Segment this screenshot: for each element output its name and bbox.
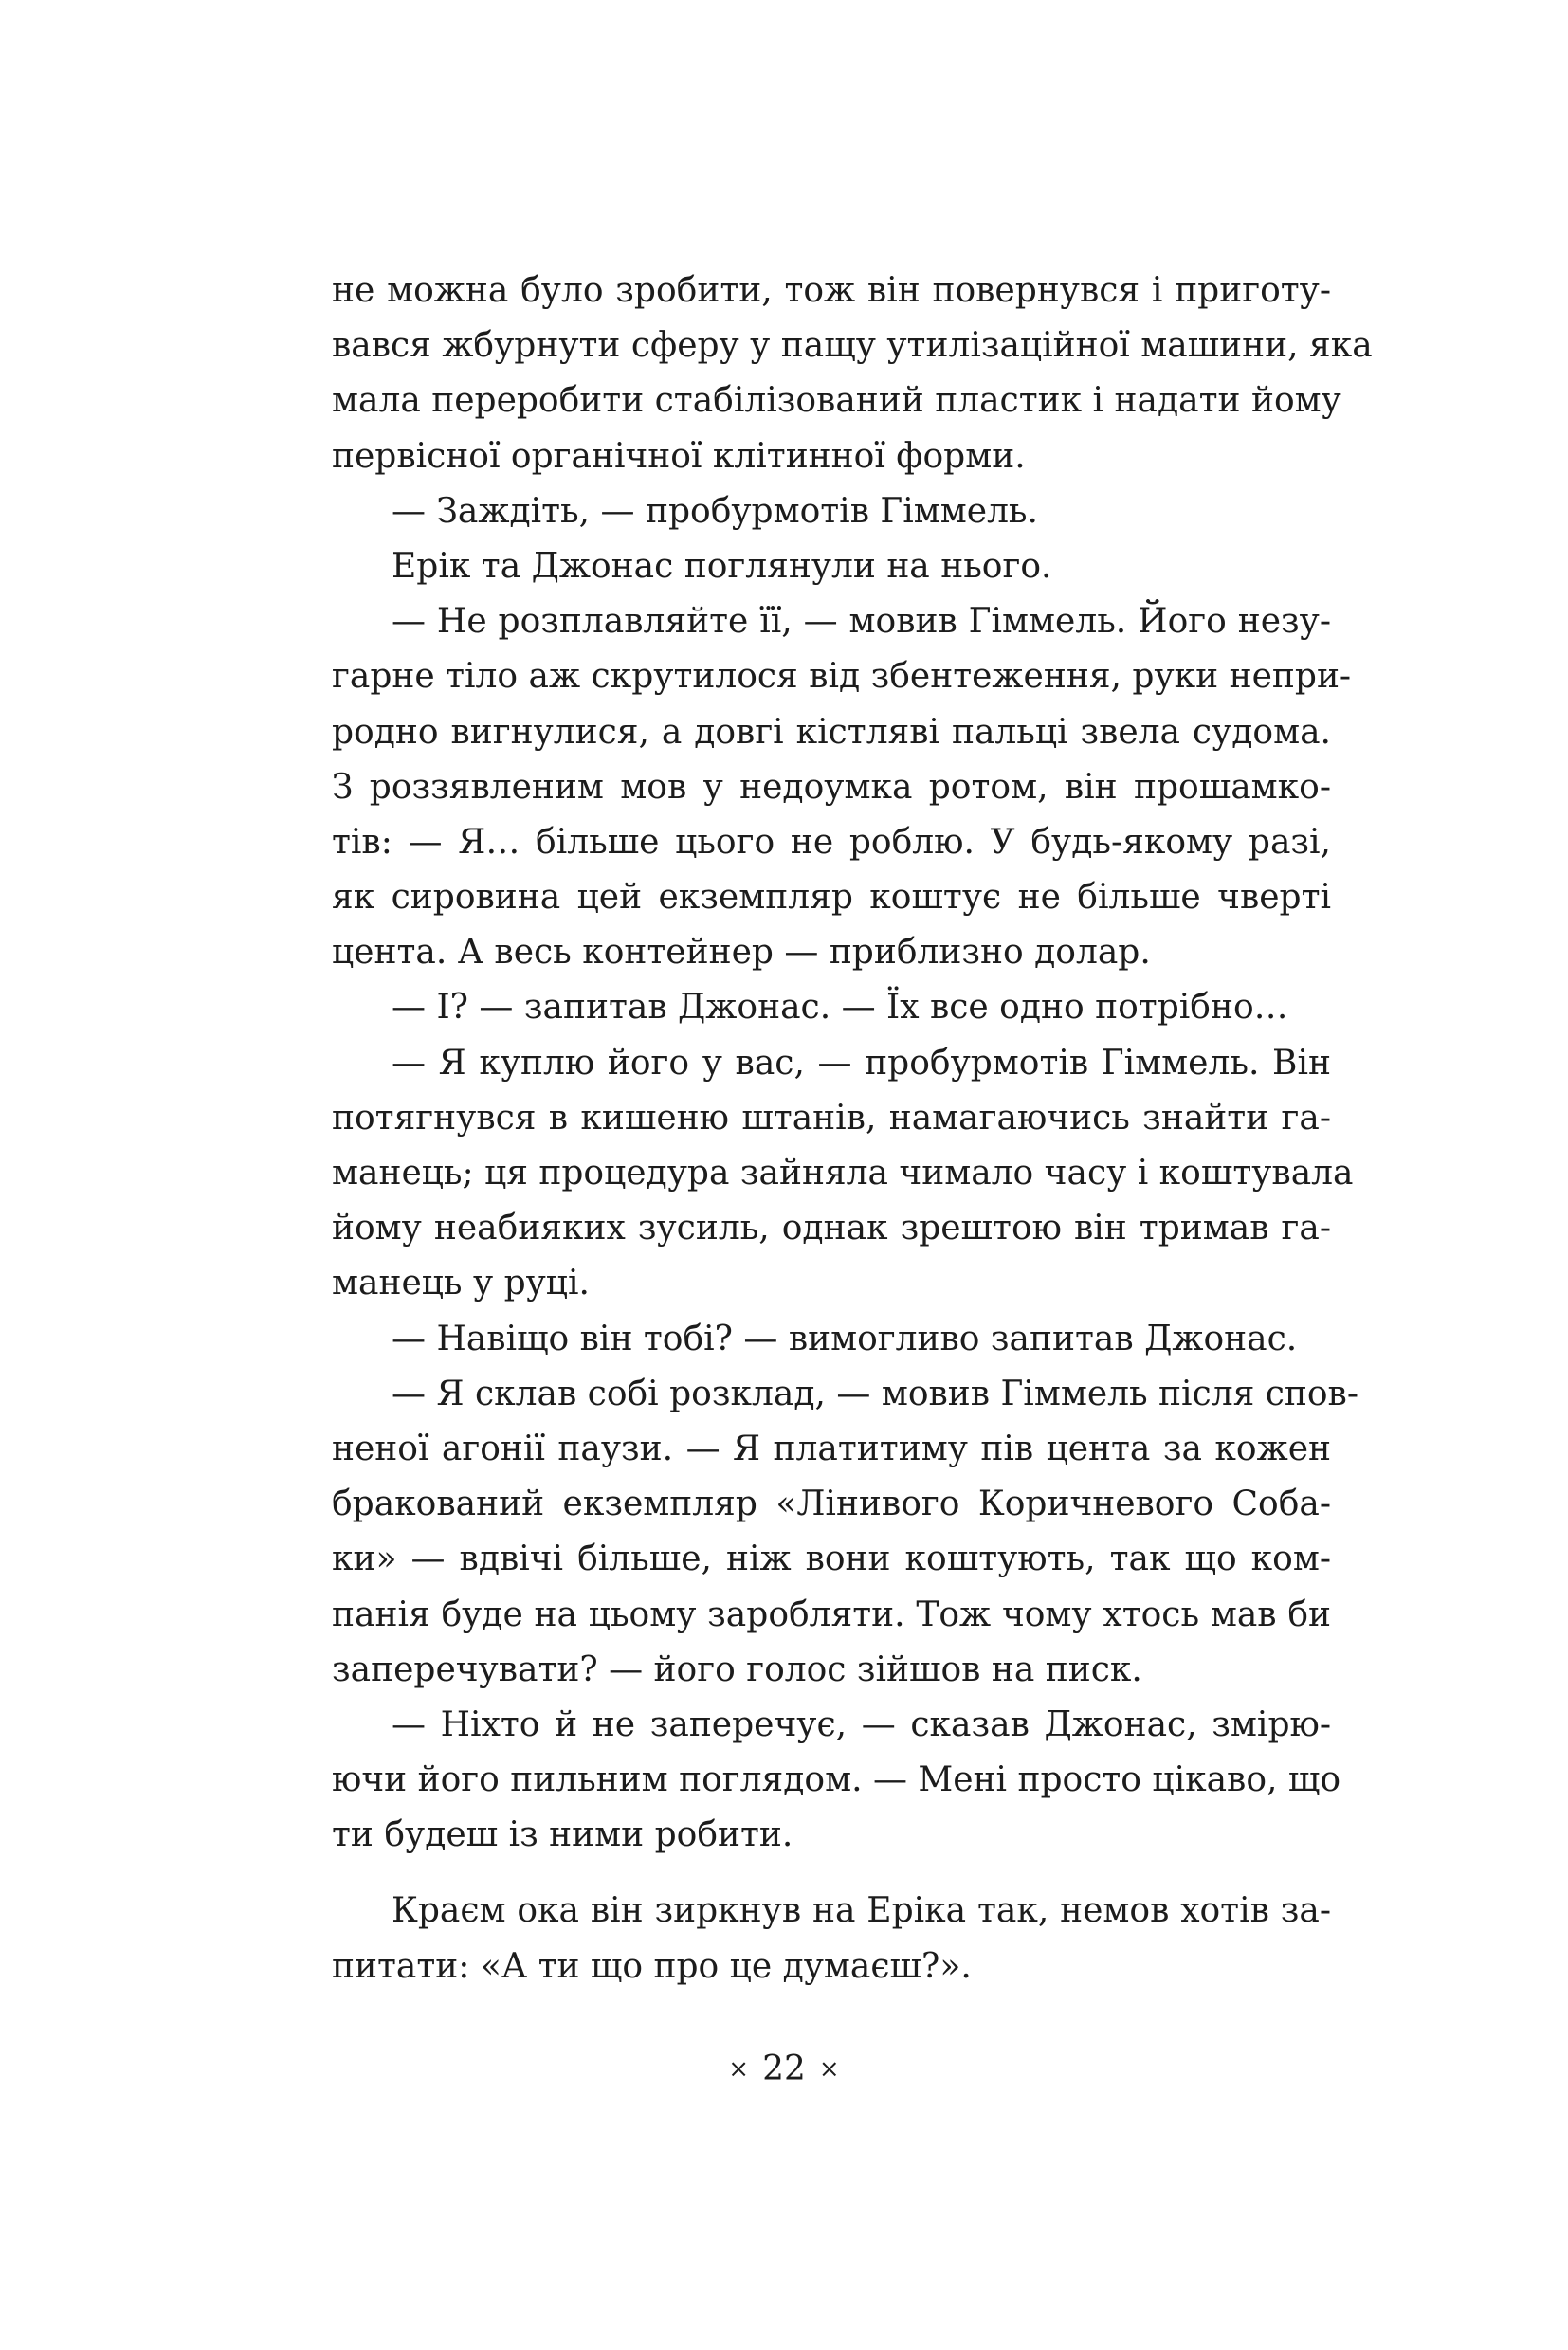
ornament-right-icon: × [818, 2055, 840, 2084]
page-number: 22 [762, 2049, 806, 2088]
ornament-left-icon: × [728, 2055, 750, 2084]
text-line: — Не розплавляйте її, — мовив Гіммель. Його незу- [392, 602, 1331, 642]
text-line: манець у руці. [332, 1264, 590, 1303]
body-text [332, 264, 1373, 1995]
text-line: мала переробити стабілізований пластик і надати йому [332, 381, 1341, 421]
text-line: йому неабияких зусиль, однак зрештою він тримав га- [332, 1209, 1331, 1248]
text-line: питати: «А ти що про це думаєш?». [332, 1946, 972, 1986]
text-line: — Я склав собі розклад, — мовив Гіммель після спов- [392, 1374, 1358, 1413]
text-line: вався жбурнути сферу у пащу утилізаційної машини, яка [332, 326, 1373, 366]
text-line: Краєм ока він зиркнув на Еріка так, немов хотів за- [392, 1891, 1331, 1931]
text-line: ти будеш із ними робити. [332, 1815, 793, 1855]
text-line: первісної органічної клітинної форми. [332, 436, 1026, 476]
paragraph-spacer [332, 1863, 1331, 1884]
page-footer [0, 2046, 1568, 2096]
text-line: тів: — Я… більше цього не роблю. У будь-якому разі, [332, 822, 1331, 862]
text-line: Ерік та Джонас поглянули на нього. [392, 546, 1052, 586]
text-line: — Заждіть, — пробурмотів Гіммель. [392, 491, 1038, 531]
text-line: — І? — запитав Джонас. — Їх все одно потрібно… [392, 988, 1288, 1028]
text-line: манець; ця процедура зайняла чимало часу і коштувала [332, 1154, 1354, 1193]
text-line: — Ніхто й не заперечує, — сказав Джонас, змірю- [392, 1704, 1331, 1744]
text-line: бракований екземпляр «Лінивого Коричневого Соба- [332, 1485, 1331, 1524]
text-line: потягнувся в кишеню штанів, намагаючись знайти га- [332, 1098, 1331, 1138]
text-line: — Навіщо він тобі? — вимогливо запитав Джонас. [392, 1319, 1298, 1358]
text-line: гарне тіло аж скрутилося від збентеження, руки непри- [332, 657, 1352, 697]
text-line: цента. А весь контейнер — приблизно долар. [332, 933, 1151, 973]
text-line: панія буде на цьому заробляти. Тож чому хтось мав би [332, 1594, 1331, 1634]
text-line: — Я куплю його у вас, — пробурмотів Гіммель. Він [392, 1043, 1331, 1083]
text-line: як сировина цей екземпляр коштує не більше чверті [332, 878, 1331, 918]
text-line: З роззявленим мов у недоумка ротом, він прошамко- [332, 767, 1331, 807]
text-line: ки» — вдвічі більше, ніж вони коштують, так що ком- [332, 1539, 1331, 1579]
text-line: ючи його пильним поглядом. — Мені просто цікаво, що [332, 1760, 1341, 1800]
text-line: неної агонії паузи. — Я платитиму пів цента за кожен [332, 1429, 1331, 1468]
text-line: не можна було зробити, тож він повернувся і приготу- [332, 271, 1331, 310]
text-line: родно вигнулися, а довгі кістляві пальці звела судома. [332, 712, 1331, 752]
text-line: заперечувати? — його голос зійшов на писк. [332, 1649, 1142, 1689]
